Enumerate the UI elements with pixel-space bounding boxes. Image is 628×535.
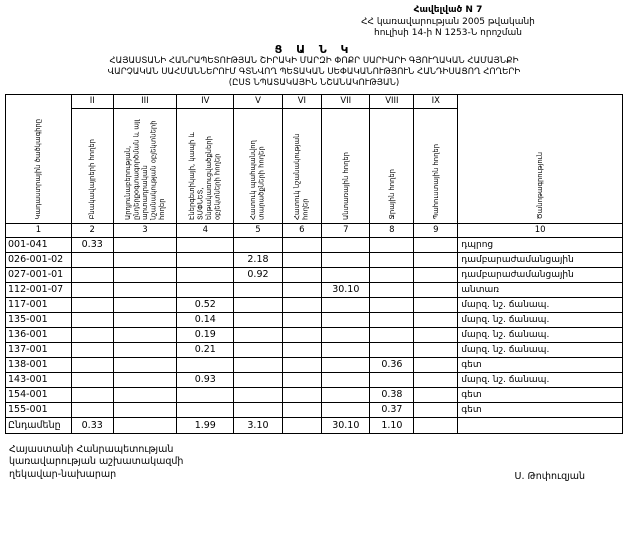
title-block [5, 43, 623, 90]
value-cell [71, 372, 113, 387]
value-cell [282, 357, 322, 372]
footer [5, 434, 623, 482]
note-cell: դպրոց [458, 237, 623, 252]
value-cell [370, 267, 414, 282]
value-cell [113, 267, 177, 282]
value-cell [234, 372, 282, 387]
col-num-1: 1 [6, 223, 72, 237]
table-row [6, 372, 623, 387]
cadastral-code-cell: 117-001 [6, 297, 72, 312]
value-cell [113, 417, 177, 433]
header-reserve-lands: Պահուստային հողեր [414, 108, 458, 223]
value-cell [177, 237, 234, 252]
signatory-name: Ս. Թոփուզյան [514, 471, 585, 483]
value-cell [370, 237, 414, 252]
signatory-line-1: Հայաստանի Հանրապետության [9, 443, 174, 455]
subtitle-line-2: ՎԱՐՉԱԿԱՆ ՍԱՀՄԱՆՆԵՐՈՒՄ ԳՏՆՎՈՂ ՊԵՏԱԿԱՆ ՍԵՓԱԿԱՆՈՒԹՅՈՒՆ ՀԱՆԴԻՍԱՑՈՂ ՀՈՂԵՐԻ [107, 67, 521, 78]
note-cell: մարզ. նշ. ճանապ. [458, 312, 623, 327]
value-cell: 0.36 [370, 357, 414, 372]
value-cell [113, 237, 177, 252]
value-cell [370, 252, 414, 267]
value-cell [177, 267, 234, 282]
value-cell [414, 252, 458, 267]
header-notes-label: Ծանոթագրություն [535, 152, 544, 220]
table-row [6, 312, 623, 327]
value-cell: 0.38 [370, 387, 414, 402]
value-cell [113, 297, 177, 312]
value-cell [414, 402, 458, 417]
value-cell [234, 327, 282, 342]
value-cell: 1.10 [370, 417, 414, 433]
header-settlement-lands: Բնակավայրերի հողեր [71, 108, 113, 223]
header-energy-transport-lands: Էներգետիկայի, կապի և ՏՄՓՆԵՏ, ենթակառուցվածքների օբյեկտների հողեր [177, 108, 234, 223]
note-cell: դամբարաժամանցային [458, 252, 623, 267]
value-cell [282, 387, 322, 402]
col-num-2: 2 [71, 223, 113, 237]
value-cell [282, 282, 322, 297]
value-cell [71, 357, 113, 372]
subtitle-line-1: ՀԱՅԱՍՏԱՆԻ ՀԱՆՐԱՊԵՏՈՒԹՅԱՆ ՇԻՐԱԿԻ ՄԱՐԶԻ ՓՈՔՐ ՍԱՐԻԱՐԻ ԳՅՈՒՂԱԿԱՆ ՀԱՄԱՅՆՔԻ [109, 56, 519, 67]
value-cell [71, 297, 113, 312]
header-water-lands: Ջրային հողեր [370, 108, 414, 223]
value-cell [71, 252, 113, 267]
note-cell [458, 417, 623, 433]
value-cell [113, 402, 177, 417]
table-row [6, 297, 623, 312]
value-cell [282, 237, 322, 252]
value-cell: 30.10 [322, 282, 370, 297]
value-cell: 0.33 [71, 417, 113, 433]
cadastral-code-cell: 137-001 [6, 342, 72, 357]
value-cell [414, 267, 458, 282]
note-cell: մարզ. նշ. ճանապ. [458, 372, 623, 387]
value-cell [71, 267, 113, 282]
cadastral-code-cell: 001-041 [6, 237, 72, 252]
value-cell [322, 327, 370, 342]
value-cell: 0.37 [370, 402, 414, 417]
value-cell: 0.33 [71, 237, 113, 252]
value-cell [71, 402, 113, 417]
value-cell [322, 312, 370, 327]
cadastral-code-cell: 027-001-01 [6, 267, 72, 282]
value-cell [282, 312, 322, 327]
roman-V: V [234, 94, 282, 108]
value-cell [234, 297, 282, 312]
value-cell: 0.21 [177, 342, 234, 357]
note-cell: գետ [458, 402, 623, 417]
value-cell [71, 342, 113, 357]
note-cell: անտառ [458, 282, 623, 297]
value-cell [234, 237, 282, 252]
roman-III: III [113, 94, 177, 108]
value-cell [322, 372, 370, 387]
value-cell: 3.10 [234, 417, 282, 433]
value-cell [234, 282, 282, 297]
cadastral-code-cell: 136-001 [6, 327, 72, 342]
col-num-7: 7 [322, 223, 370, 237]
value-cell [177, 357, 234, 372]
value-cell [282, 297, 322, 312]
value-cell [177, 252, 234, 267]
value-cell [113, 252, 177, 267]
table-row [6, 237, 623, 252]
value-cell [370, 282, 414, 297]
value-cell [234, 402, 282, 417]
col-num-8: 8 [370, 223, 414, 237]
col-num-5: 5 [234, 223, 282, 237]
value-cell [370, 312, 414, 327]
value-cell: 0.93 [177, 372, 234, 387]
value-cell [322, 252, 370, 267]
value-cell [282, 267, 322, 282]
value-cell [322, 387, 370, 402]
roman-VIII: VIII [370, 94, 414, 108]
appendix-block [323, 5, 573, 40]
header-cadastral-code-label: Կադաստրային ծածկագիրը [34, 118, 43, 220]
value-cell [322, 342, 370, 357]
appendix-line-3: հուլիսի 14-ի N 1253-Ն որոշման [374, 28, 522, 39]
cadastral-code-cell: 155-001 [6, 402, 72, 417]
table-row [6, 327, 623, 342]
header-special-purpose-lands: Հատուկ նշանակության հողեր [282, 108, 322, 223]
roman-IX: IX [414, 94, 458, 108]
value-cell [113, 312, 177, 327]
value-cell [414, 387, 458, 402]
value-cell [414, 342, 458, 357]
value-cell [370, 297, 414, 312]
value-cell [234, 312, 282, 327]
signatory-line-2: կառավարության աշխատակազմի [9, 456, 184, 468]
table-row [6, 387, 623, 402]
value-cell [282, 327, 322, 342]
column-number-row [6, 223, 623, 237]
value-cell [414, 417, 458, 433]
value-cell [282, 417, 322, 433]
table-row [6, 252, 623, 267]
cadastral-code-cell: 135-001 [6, 312, 72, 327]
value-cell [414, 312, 458, 327]
note-cell: գետ [458, 357, 623, 372]
roman-II: II [71, 94, 113, 108]
value-cell [113, 387, 177, 402]
header-cadastral-code [6, 94, 72, 223]
cadastral-code-cell: 138-001 [6, 357, 72, 372]
note-cell: մարզ. նշ. ճանապ. [458, 327, 623, 342]
value-cell [322, 237, 370, 252]
signatory-line-3: ղեկավար-նախարար [9, 469, 117, 481]
cadastral-code-cell: 154-001 [6, 387, 72, 402]
value-cell [71, 312, 113, 327]
value-cell: 0.14 [177, 312, 234, 327]
signatory-title-block [9, 444, 183, 482]
value-cell: 0.52 [177, 297, 234, 312]
value-cell [113, 282, 177, 297]
cadastral-code-cell: 112-001-07 [6, 282, 72, 297]
col-num-6: 6 [282, 223, 322, 237]
note-cell: մարզ. նշ. ճանապ. [458, 342, 623, 357]
land-table [5, 94, 623, 434]
value-cell [282, 252, 322, 267]
value-cell: 0.19 [177, 327, 234, 342]
table-row [6, 282, 623, 297]
value-cell [322, 357, 370, 372]
value-cell: 30.10 [322, 417, 370, 433]
value-cell [177, 402, 234, 417]
table-row [6, 342, 623, 357]
roman-IV: IV [177, 94, 234, 108]
value-cell [414, 372, 458, 387]
value-cell [177, 282, 234, 297]
roman-numeral-row [6, 94, 623, 108]
document-title: Ց Ա Ն Կ [274, 43, 354, 57]
appendix-line-1: Հավելված N 7 [413, 5, 483, 15]
note-cell: մարզ. նշ. ճանապ. [458, 297, 623, 312]
value-cell [234, 357, 282, 372]
table-row [6, 402, 623, 417]
value-cell [322, 402, 370, 417]
value-cell [322, 267, 370, 282]
value-cell [322, 297, 370, 312]
value-cell: 0.92 [234, 267, 282, 282]
table-row [6, 357, 623, 372]
value-cell [370, 342, 414, 357]
value-cell [177, 387, 234, 402]
value-cell [113, 342, 177, 357]
value-cell: 1.99 [177, 417, 234, 433]
value-cell [113, 372, 177, 387]
value-cell [282, 342, 322, 357]
col-num-10: 10 [458, 223, 623, 237]
value-cell [234, 387, 282, 402]
value-cell [113, 357, 177, 372]
table-body [6, 237, 623, 433]
value-cell [71, 387, 113, 402]
value-cell [414, 327, 458, 342]
roman-VII: VII [322, 94, 370, 108]
table-row [6, 267, 623, 282]
total-row [6, 417, 623, 433]
header-protected-lands: Հատուկ պահպանվող տարածքների հողեր [234, 108, 282, 223]
value-cell [282, 402, 322, 417]
value-cell [414, 282, 458, 297]
value-cell: 2.18 [234, 252, 282, 267]
roman-VI: VI [282, 94, 322, 108]
note-cell: գետ [458, 387, 623, 402]
total-label: Ընդամենը [6, 417, 72, 433]
header-notes [458, 94, 623, 223]
value-cell [71, 327, 113, 342]
value-cell [370, 327, 414, 342]
value-cell [414, 297, 458, 312]
value-cell [71, 282, 113, 297]
note-cell: դամբարաժամանցային [458, 267, 623, 282]
cadastral-code-cell: 026-001-02 [6, 252, 72, 267]
value-cell [414, 357, 458, 372]
subtitle-line-3: (ԸՍՏ ՆՊԱՏԱԿԱՅԻՆ ՆՇԱՆԱԿՈՒԹՅԱՆ) [228, 78, 400, 89]
value-cell [370, 372, 414, 387]
value-cell [234, 342, 282, 357]
appendix-line-2: ՀՀ կառավարության 2005 թվականի [361, 16, 535, 27]
header-industrial-lands: Արդյունաբերության, ընդերքօգտագործման և այլ արտադրական նշանակության օբյեկտների հողեր [113, 108, 177, 223]
value-cell [282, 372, 322, 387]
col-num-9: 9 [414, 223, 458, 237]
col-num-3: 3 [113, 223, 177, 237]
header-forest-lands: Անտառային հողեր [322, 108, 370, 223]
col-num-4: 4 [177, 223, 234, 237]
value-cell [113, 327, 177, 342]
cadastral-code-cell: 143-001 [6, 372, 72, 387]
value-cell [414, 237, 458, 252]
